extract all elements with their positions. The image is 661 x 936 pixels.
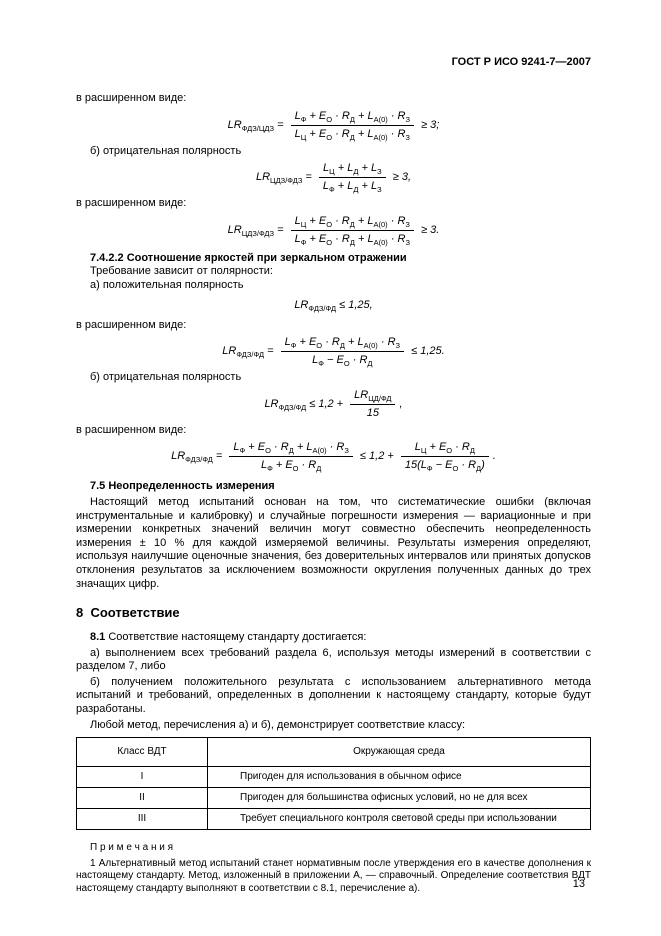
environment-cell-1: Пригоден для использования в обычном офисе — [208, 767, 591, 788]
fraction — [319, 162, 386, 193]
formula-text: $LR_{ЦДЗ/ФДЗ}$ = — [255, 171, 315, 186]
negative-polarity-label-2: б) отрицательная полярность — [90, 371, 242, 384]
heading-7-4-2-2: 7.4.2.2 Соотношение яркостей при зеркальном отражении — [90, 251, 407, 264]
table-row-class-2 — [77, 788, 591, 809]
expanded-form-label-3: в расширенном виде: — [76, 318, 187, 331]
fraction-numerator: $L_Ф + E_О \cdot R_Д + L_{А(0)} \cdot R_З$ — [229, 441, 352, 457]
table-header-environment: Окружающая среда — [208, 738, 591, 767]
clause-8-1-item-a: а) выполнением всех требований раздела 6, используя методы измерений в соответствии с разделом 7, либо — [76, 646, 591, 673]
fraction — [350, 389, 395, 420]
table-row-class-1 — [77, 767, 591, 788]
standard-number: ГОСТ Р ИСО 9241-7—2007 — [451, 56, 591, 68]
class-cell-2: II — [77, 788, 208, 809]
fraction-denominator: $L_Ц + E_О \cdot R_Д + L_{А(0)} \cdot R_З$ — [294, 127, 410, 142]
fraction — [229, 441, 352, 472]
fraction-denominator: 15 — [366, 406, 379, 419]
note-1: 1 Альтернативный метод испытаний станет нормативным после утверждения его в качестве дополнения к настоящему стандарту. Метод, изложенный в приложении А, — справочный. Определение соответствия ВДТ настоящему стандарту выполняют в соответствии с 8.1, перечисление а). — [76, 858, 591, 894]
fraction-denominator: $15(L_Ф - E_О \cdot R_Д)$ — [404, 459, 485, 474]
formula-text: $LR_{ФДЗ/ФД} \le 1,25$, — [294, 299, 373, 314]
fraction-denominator: $L_Ф + E_О \cdot R_Д + L_{А(0)} \cdot R_З$ — [294, 232, 411, 247]
formula-lr-cdz-fdz — [76, 162, 591, 193]
formula-lr-fdz-fd-negative-expanded — [76, 441, 591, 472]
fraction-numerator: $L_Ц + E_О \cdot R_Д + L_{А(0)} \cdot R_З$ — [291, 215, 414, 231]
formula-text: ≥ 3, — [389, 171, 411, 184]
polarity-requirement-text: Требование зависит от полярности: — [90, 265, 273, 278]
expanded-form-label-1: в расширенном виде: — [76, 92, 187, 104]
clause-8-1-item-b: б) получением положительного результата с использованием альтернативного метода испытаний и требований, определенных в дополнении к настоящему стандарту, которые будут разработаны. — [76, 675, 591, 716]
fraction — [291, 215, 414, 246]
fraction — [281, 336, 404, 367]
fraction-denominator: $L_Ф + E_О \cdot R_Д$ — [260, 459, 322, 474]
section-7-5-paragraph: Настоящий метод испытаний основан на том, что систематические ошибки (включая инструментальные и калибровку) и случайные погрешности измерения — вариационные и при измерении конкретных значений величин могут совместно обеспечить неопределенность измерения ± 10 % для каждой измеряемой величины. Результаты измерения определяют, используя наилучшие оценочные значения, без доверительных интервалов или принятых допусков отклонения результатов за исключением возможности округления полученных данных до трех значащих цифр. — [76, 495, 591, 590]
fraction-numerator: $L_Ф + E_О \cdot R_Д + L_{А(0)} \cdot R_З$ — [281, 336, 404, 352]
formula-text: $LR_{ФДЗ/ФД}$ = — [222, 345, 277, 360]
clause-8-1-outro: Любой метод, перечисления а) и б), демонстрирует соответствие классу: — [90, 718, 466, 731]
fraction-denominator: $L_Ф - E_О \cdot R_Д$ — [312, 354, 373, 369]
heading-8: 8 Соответствие — [76, 605, 180, 621]
positive-polarity-label: а) положительная полярность — [90, 278, 244, 291]
formula-text: $LR_{ФДЗ/ЦДЗ}$ = — [227, 118, 287, 133]
table-row-class-3 — [77, 809, 591, 830]
notes-title: П р и м е ч а н и я — [90, 842, 174, 854]
formula-lr-fdz-cdz-expanded — [76, 110, 591, 141]
formula-text: $LR_{ФДЗ/ФД} \le 1,2$ + — [264, 397, 347, 412]
formula-lr-fdz-fd-negative-limit — [76, 389, 591, 420]
formula-text: , — [399, 397, 403, 410]
fraction — [291, 110, 414, 141]
clause-8-1-intro — [76, 631, 591, 645]
expanded-form-label-2: в расширенном виде: — [76, 197, 187, 210]
table-header-row — [77, 738, 591, 767]
compliance-table — [76, 737, 591, 830]
fraction-numerator: $L_Ц + E_О \cdot R_Д$ — [401, 441, 489, 457]
page-number: 13 — [572, 878, 585, 890]
formula-text: ≥ 3; — [418, 118, 440, 131]
fraction-numerator: $L_Ц + L_Д + L_З$ — [319, 162, 386, 178]
fraction-numerator: $L_Ф + E_О \cdot R_Д + L_{А(0)} \cdot R_З$ — [291, 110, 414, 126]
class-cell-1: I — [77, 767, 208, 788]
fraction — [401, 441, 489, 472]
table-header-class: Класс ВДТ — [77, 738, 208, 767]
environment-cell-3: Требует специального контроля световой среды при использовании — [208, 809, 591, 830]
clause-8-1-intro-text: Соответствие настоящему стандарту достигается: — [108, 631, 367, 644]
expanded-form-label-4: в расширенном виде: — [76, 423, 187, 436]
formula-lr-cdz-fdz-expanded — [76, 215, 591, 246]
environment-cell-2: Пригоден для большинства офисных условий, но не для всех — [208, 788, 591, 809]
formula-text: . — [492, 450, 496, 463]
formula-lr-fdz-fd-expanded — [76, 336, 591, 367]
formula-text: ≤ 1,25. — [408, 345, 445, 358]
formula-text: $LR_{ЦДЗ/ФДЗ}$ = — [227, 223, 287, 238]
formula-lr-fdz-fd-limit — [76, 297, 591, 315]
fraction-numerator: $LR_{ЦД/ФД}$ — [350, 389, 395, 405]
formula-text: ≥ 3. — [418, 223, 440, 236]
formula-text: $LR_{ФДЗ/ФД}$ = — [171, 450, 226, 465]
heading-7-5: 7.5 Неопределенность измерения — [90, 480, 275, 493]
negative-polarity-label-1: б) отрицательная полярность — [90, 144, 242, 157]
formula-text: ≤ 1,2 + — [356, 450, 397, 463]
class-cell-3: III — [77, 809, 208, 830]
fraction-denominator: $L_Ф + L_Д + L_З$ — [322, 180, 382, 195]
clause-8-1-number: 8.1 — [90, 631, 106, 644]
